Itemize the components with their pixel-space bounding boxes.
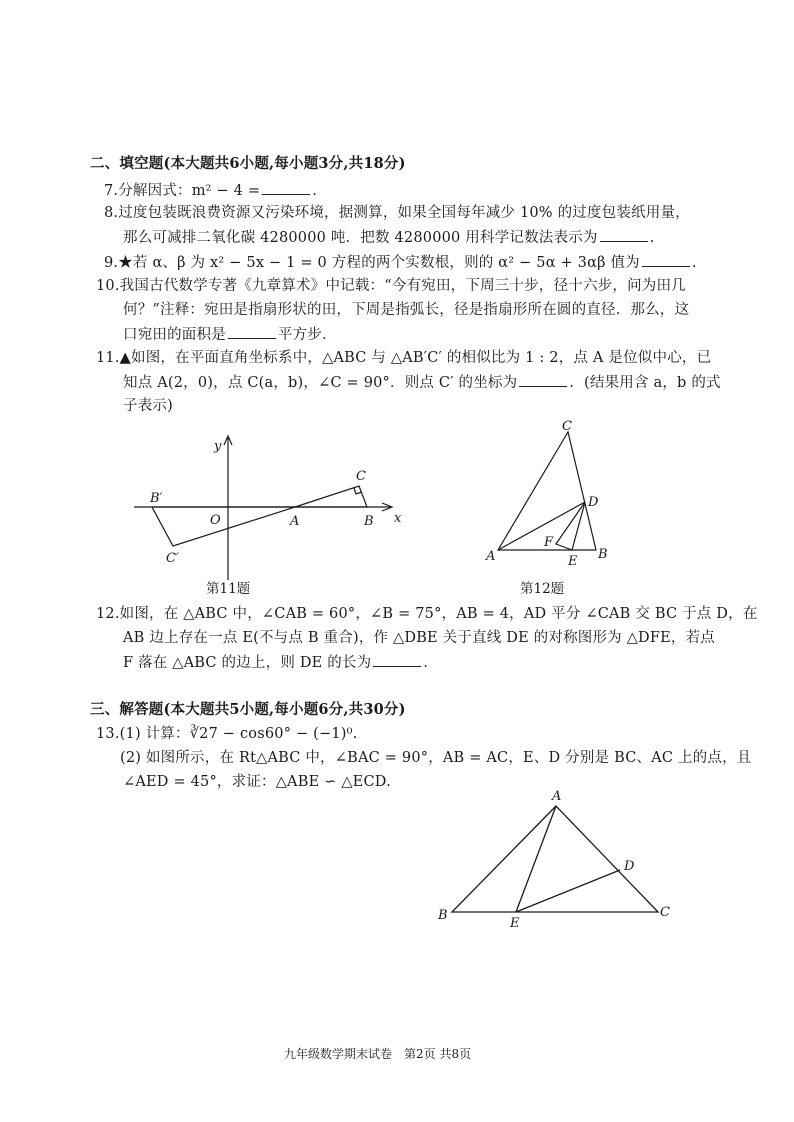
question-9-text: 9.★若 α、β 为 x² − 5x − 1 = 0 方程的两个实数根，则的 α² − 5α + 3αβ 值为 — [104, 255, 640, 271]
segment-DE — [572, 502, 585, 550]
question-11-line-2 — [123, 372, 721, 393]
triangle-ABC — [498, 432, 596, 550]
label-A: A — [552, 789, 562, 804]
segment-AE — [516, 806, 556, 912]
question-10-line-2: 何？”注释：宛田是指扇形状的田，下周是指弧长，径是指扇形所在圆的直径．那么，这 — [123, 302, 690, 318]
label-B: B — [598, 547, 608, 562]
figure-11 — [130, 432, 420, 582]
label-O: O — [210, 513, 221, 528]
section-3-heading: 三、解答题(本大题共5小题,每小题6分,共30分) — [90, 701, 406, 718]
question-10-line-3 — [123, 324, 337, 345]
figure-12 — [486, 420, 626, 570]
label-C: C — [660, 905, 670, 920]
question-7: 7.分解因式：m² − 4 = . — [104, 180, 317, 201]
triangle-DFE — [556, 502, 585, 550]
label-D: D — [588, 495, 599, 510]
question-11-line-3: 子表示) — [123, 398, 173, 414]
page-footer: 九年级数学期末试卷 第2页 共8页 — [284, 1047, 472, 1061]
label-D: D — [624, 859, 635, 874]
label-y: y — [214, 439, 222, 454]
label-x: x — [394, 511, 402, 526]
question-10-line-1: 10.我国古代数学专著《九章算术》中记载：“今有宛田，下周三十步，径十六步，问为田几 — [96, 278, 686, 294]
question-10-text-b: 平方步． — [277, 327, 337, 343]
label-A: A — [486, 549, 496, 564]
figure-11-caption: 第11题 — [206, 581, 251, 597]
label-E: E — [510, 916, 520, 931]
question-12-text: F 落在 △ABC 的边上，则 DE 的长为 — [123, 655, 372, 671]
question-13-part-2-line-1: (2) 如图所示，在 Rt△ABC 中，∠BAC = 90°，AB = AC，E、D 分别是 BC、AC 上的点，且 — [120, 750, 752, 766]
label-C: C — [562, 419, 572, 434]
answer-blank-8[interactable] — [600, 227, 648, 242]
label-C-prime: C′ — [166, 551, 179, 566]
label-B: B — [438, 908, 448, 923]
figure-13 — [434, 788, 694, 938]
question-11-text-a: 知点 A(2，0)，点 C(a，b)，∠C = 90°．则点 C′ 的坐标为 — [123, 375, 518, 391]
triangle-ABC — [295, 486, 367, 507]
question-8-line-1: 8.过度包装既浪费资源又污染环境，据测算，如果全国每年减少 10% 的过度包装纸用量， — [104, 205, 690, 221]
answer-blank-7[interactable] — [262, 180, 310, 195]
answer-blank-12[interactable] — [373, 652, 421, 667]
question-11-line-1: 11.▲如图，在平面直角坐标系中，△ABC 与 △AB′C′ 的相似比为 1 : 2，点 A 是位似中心，已 — [96, 350, 712, 366]
answer-blank-9[interactable] — [642, 252, 690, 267]
question-12-line-3: F 落在 △ABC 的边上，则 DE 的长为 . — [123, 652, 428, 673]
question-7-text: 7.分解因式：m² − 4 = — [104, 183, 261, 199]
triangle-AB1C1 — [152, 507, 295, 546]
question-12-line-1: 12.如图，在 △ABC 中，∠CAB = 60°，∠B = 75°，AB = 4，AD 平分 ∠CAB 交 BC 于点 D，在 — [96, 606, 758, 622]
question-8-text: 那么可减排二氧化碳 4280000 吨．把数 4280000 用科学记数法表示为 — [123, 230, 598, 246]
answer-blank-10[interactable] — [228, 324, 276, 339]
question-12-line-2: AB 边上存在一点 E(不与点 B 重合)，作 △DBE 关于直线 DE 的对称图形为 △DFE，若点 — [123, 630, 716, 646]
label-F: F — [544, 535, 554, 550]
answer-blank-11[interactable] — [519, 372, 567, 387]
label-A: A — [290, 514, 300, 529]
question-13-part-2-line-2: ∠AED = 45°，求证：△ABE ∽ △ECD. — [123, 774, 391, 790]
segment-ED — [516, 870, 620, 912]
question-9: 9.★若 α、β 为 x² − 5x − 1 = 0 方程的两个实数根，则的 α² − 5α + 3αβ 值为 . — [104, 252, 697, 273]
figure-12-caption: 第12题 — [520, 581, 565, 597]
question-13-part-1: 13.(1) 计算：∛27 − cos60° − (−1)⁰. — [96, 726, 358, 742]
label-B-prime: B′ — [150, 491, 163, 506]
segment-AD — [498, 502, 585, 550]
label-C: C — [356, 469, 366, 484]
label-B: B — [364, 514, 374, 529]
section-2-heading: 二、填空题(本大题共6小题,每小题3分,共18分) — [90, 155, 406, 172]
question-8-line-2: 那么可减排二氧化碳 4280000 吨．把数 4280000 用科学记数法表示为 . — [123, 227, 654, 248]
question-11-text-b: ．(结果用含 a，b 的式 — [569, 375, 721, 391]
question-10-text-a: 口宛田的面积是 — [123, 327, 226, 343]
label-E: E — [568, 554, 578, 569]
